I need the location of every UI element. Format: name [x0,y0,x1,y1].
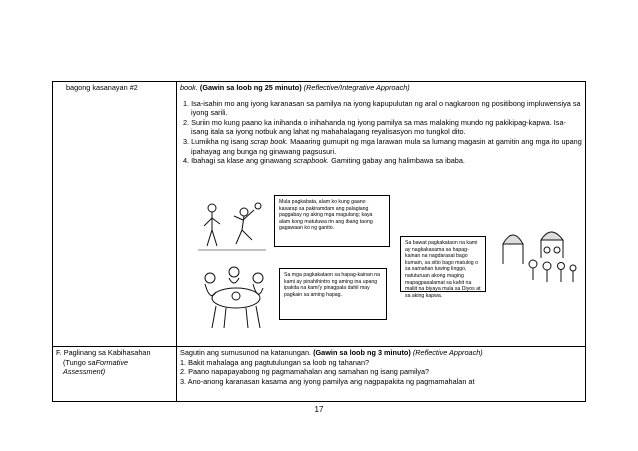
list-item: 2. Paano napapayabong ng pagmamahalan ang samahan ng isang pamilya? [180,367,430,377]
intro-italic-text: book. [180,83,198,92]
table-row [53,347,586,402]
scrapbook-caption-bottom: Sa mga pagkakataon sa hapag-kainan na kami ay pinahihintro ng aming ina upang ipakita na kami'y pinagpala dahil may pagkain sa aming hapag. [279,268,387,320]
list-item: 4. Ibahagi sa klase ang ginawang scrapbook. Gamiting gabay ang halimbawa sa ibaba. [183,156,465,166]
scrapbook-caption-top: Mula pagkabata, alam ko kung gaano kasarap sa pakiramdam ang palagiang paggabay ng aking mga magulang; kaya alam kong matutuwa rin ang ibang taong gagawaan ko ng ganito. [274,195,390,247]
list-item: 2. Suriin mo kung paano ka inihanda o inihahanda ng iyong pamilya sa mas malaking mundo ng pakikipag-kapwa. Isa-isang itala sa iyong notbuk ang lahat ng mahahalagang reyalisasyon mo tungkol dito. [183,117,566,137]
row-label: bagong kasanayan #2 [66,83,138,92]
row-label: F. Paglinang sa Kabihasahan (Tungo saFormative Assessment) [56,348,151,377]
assessment-cell [177,347,586,402]
family-prayer-illustration [493,224,579,284]
row-label-cell [53,347,177,402]
intro-time-text: (Gawin sa loob ng 25 minuto) [199,83,302,92]
family-dinner-illustration [196,262,274,332]
list-item: 1. Bakit mahalaga ang pagtutulungan sa loob ng tahanan? [180,357,370,367]
page-number: 17 [314,405,324,414]
scrapbook-caption-right: Sa bawat pagkakataon na kami ay nagkakasama sa hapag-kainan na nagdarasal bago kumain, sa sitio bago matulog o sa samahan tuwing linggo, natuturuan akong maging mapagpasalamat sa kahit na maliit na biyaya mula sa Diyos at sa aking kapwa. [400,236,486,292]
intro-approach-text: (Reflective/Integrative Approach) [303,83,410,92]
assessment-intro: Sagutin ang sumusunod na katanungan. (Gawin sa loob ng 3 minuto) (Reflective Approach) [180,348,483,357]
list-item: 3. Ano-anong karanasan kasama ang iyong pamilya ang nagpapakita ng pagmamahalan at [180,376,475,386]
list-item: 3. Lumikha ng isang scrap book. Maaaring gumupit ng mga larawan mula sa lumang magasin at gamitin ang mga ito upang ipahayag ang bunga ng ginawang pagsusuri. [183,136,582,156]
row-label-cell [53,82,177,347]
activity-intro [180,83,582,93]
list-item: 1. Isa-isahin mo ang iyong karanasan sa pamilya na iyong kapupulutan ng aral o nagkaroon ng positibong impluwensiya sa iyong sarili. [183,98,581,118]
children-playing-illustration [198,196,268,254]
